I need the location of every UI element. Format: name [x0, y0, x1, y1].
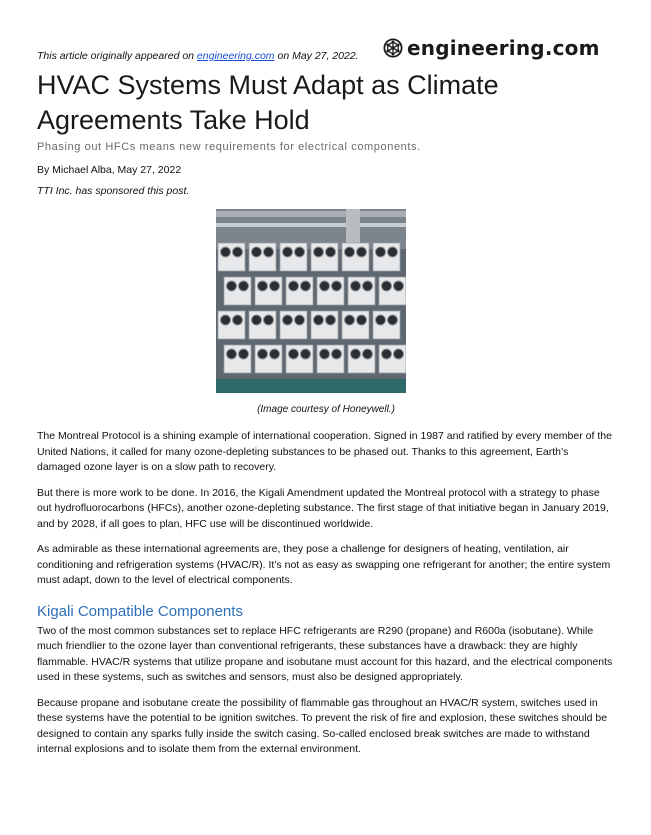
article-figure [37, 209, 615, 415]
paragraph-2: But there is more work to be done. In 2016, the Kigali Amendment updated the Montreal protocol with a strategy to phase out hydrofluorocarbons (HFCs), another ozone-depleting substance. The first stage of that initiative began in January 2019, and by 2028, if all goes to plan, HFC use will be discontinued worldwide. [37, 486, 609, 530]
article-page [37, 36, 615, 758]
brand-logo [383, 36, 600, 60]
paragraph-3: As admirable as these international agreements are, they pose a challenge for designers of heating, ventilation, air conditioning and refrigeration systems (HVAC/R). It’s not as easy as swapping one refrigerant for another; the entire system must adapt, down to the level of electrical components. [37, 543, 611, 586]
article-header [37, 36, 615, 64]
origin-prefix: This article originally appeared on [37, 50, 197, 62]
brand-name: engineering.com [407, 36, 600, 60]
section-paragraph-2: Because propane and isobutane create the possibility of flammable gas throughout an HVAC/R system, switches used in these systems have the potential to be ignition switches. To prevent the risk of fire and explosion, these switches should be designed to contain any sparks fully inside the switch casing. So-called enclosed break switches are made to withstand internal explosions and to isolate them from the external environment. [37, 696, 608, 755]
image-caption: (Image courtesy of Honeywell.) [257, 404, 395, 415]
article-title: HVAC Systems Must Adapt as Climate Agreements Take Hold [37, 70, 499, 135]
origin-suffix: on May 27, 2022. [274, 50, 359, 62]
article-subtitle: Phasing out HFCs means new requirements for electrical components. [37, 141, 421, 153]
hvac-units-photo [216, 209, 406, 393]
globe-network-icon [383, 38, 403, 58]
origin-link[interactable]: engineering.com [196, 50, 275, 62]
origin-note [37, 50, 359, 62]
byline: By Michael Alba, May 27, 2022 [37, 164, 182, 176]
sponsor-note: TTI Inc. has sponsored this post. [37, 185, 190, 197]
section-paragraph-1: Two of the most common substances set to replace HFC refrigerants are R290 (propane) and R600a (isobutane). While much friendlier to the ozone layer than conventional refrigerants, these substances have a drawback: they are highly flammable. HVAC/R systems that utilize propane and isobutane must account for this hazard, and the electrical components used in these systems, such as switches and sensors, must also be designed appropriately. [37, 624, 613, 683]
paragraph-1: The Montreal Protocol is a shining example of international cooperation. Signed in 1987 and ratified by every member of the United Nations, it called for many ozone-depleting substances to be phased out. Thanks to this agreement, Earth’s damaged ozone layer is on a slow path to recovery. [37, 430, 612, 473]
section-heading: Kigali Compatible Components [37, 602, 243, 620]
